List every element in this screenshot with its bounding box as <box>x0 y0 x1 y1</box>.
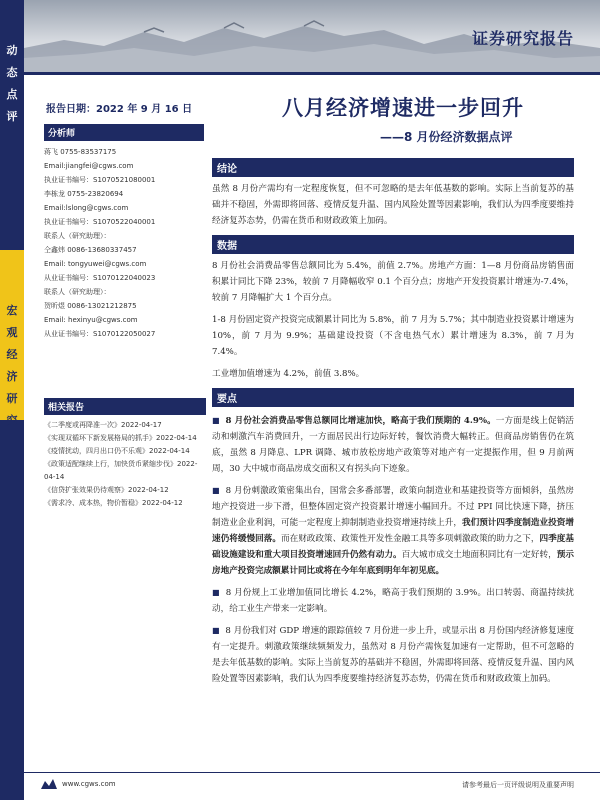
key-point-2-text-3: 百大城市成交土地面积同比有一定好转， <box>401 550 557 560</box>
related-report-link[interactable]: 《实现双循环下新发展格局的抓手》2022-04-14 <box>44 434 197 442</box>
conclusion-text: 虽然 8 月份产需均有一定程度恢复，但不可忽略的是去年低基数的影响。实际上当前复苏的基础并不稳固，外需即将回落、疫情反复升温、国内风险处置等因素影响，我们认为四季度要维持经济复苏态势，仍需在货币和财政政策上加码。 <box>212 184 574 226</box>
key-point-2-bold-3: 预示房地产投资完成额累计同比或将在今年年底到明年年初见底。 <box>212 550 574 576</box>
footer-disclaimer: 请参考最后一页评级说明及重要声明 <box>462 781 574 789</box>
related-reports-panel <box>44 398 206 510</box>
related-heading: 相关报告 <box>44 398 206 415</box>
key-point-4-text: 8 月份我们对 GDP 增速的跟踪值较 7 月份进一步上升，或显示出 8 月份国内经济修复速度有一定提升。刺激政策继续频频发力，虽然对 8 月份产需恢复加速有一定帮助，但不可忽略的是去年低基数的影响。实际上当前复苏的基础并不稳固，外需即将回落、疫情反复升温、国内风险处置等因素影响，我们认为四季度要维持经济复苏态势，仍需在货币和财政政策上加码。 <box>212 626 574 684</box>
related-report-link[interactable]: 《政策适配继续上行，加快货币紧缩步伐》2022-04-14 <box>44 460 198 481</box>
header-banner <box>24 0 600 72</box>
analyst-line: 联系人（研究助理）： <box>44 232 111 240</box>
related-report-link[interactable]: 《疫情扰动，四月出口仍不乐观》2022-04-14 <box>44 447 190 455</box>
bullet-square-icon: ■ <box>212 486 220 495</box>
header-divider <box>24 72 600 75</box>
key-point-2 <box>212 483 574 579</box>
analyst-line: 从业证书编号：S1070122050027 <box>44 330 156 338</box>
banner-title: 证券研究报告 <box>471 29 574 48</box>
main-content <box>212 158 574 687</box>
bullet-square-icon: ■ <box>212 588 220 597</box>
data-paragraph: 1-8 月份固定资产投资完成额累计同比为 5.8%，前 7 月为 5.7%；其中制造业投资累计增速为 10%，前 7 月为 9.9%；基础建设投资（不含电热气水）累计增速为 8.3%，前 7 月为 7.4%。 <box>212 315 574 357</box>
key-point-2-bold-2: 四季度基础设施建设和重大项目投资增速回升仍然有动力。 <box>212 534 574 560</box>
analyst-line: 执业证书编号：S1070521080001 <box>44 176 156 184</box>
analyst-line: 从业证书编号：S1070122040023 <box>44 274 156 282</box>
key-point-4 <box>212 623 574 687</box>
footer-divider <box>24 772 600 773</box>
key-point-3 <box>212 585 574 617</box>
related-report-link[interactable]: 《需求冷、成本热，物价暂稳》2022-04-12 <box>44 499 183 507</box>
key-point-3-text: 8 月份规上工业增加值同比增长 4.2%，略高于我们预期的 3.9%。出口转弱、商温持续扰动，给工业生产带来一定影响。 <box>212 588 574 614</box>
report-title: 八月经济增速进一步回升 <box>282 95 524 120</box>
key-point-2-bold-1: 我们预计四季度制造业投资增速仍将缓慢回落。 <box>212 518 574 544</box>
bullet-square-icon: ■ <box>212 626 220 635</box>
analyst-line: 蒋飞 0755-83537175 <box>44 148 117 156</box>
key-point-2-text-2: 而在财政政策、政策性开发性金融工具等多项刺激政策的助力之下， <box>280 534 540 544</box>
section-heading-conclusion: 结论 <box>212 158 574 177</box>
analyst-panel <box>44 124 204 341</box>
analyst-line: 贺昕煜 0086-13021212875 <box>44 302 137 310</box>
analyst-line: 联系人（研究助理）： <box>44 288 111 296</box>
analyst-heading: 分析师 <box>44 124 204 141</box>
related-report-link[interactable]: 《信贷扩张效果仍待观察》2022-04-12 <box>44 486 169 494</box>
analyst-line: 仝鑫炜 0086-13680337457 <box>44 246 137 254</box>
key-point-1 <box>212 413 574 477</box>
side-label-middle: 宏观经济研究 <box>6 304 18 427</box>
analyst-line[interactable]: Email: hexinyu@cgws.com <box>44 316 138 324</box>
bullet-square-icon: ■ <box>212 416 220 425</box>
analyst-line[interactable]: Email:lslong@cgws.com <box>44 204 129 212</box>
key-point-1-text: 一方面是线上促销活动和刺激汽车消费回升，一方面居民出行边际好转，餐饮消费大幅转正。但商品房销售仍在筑底，虽然 8 月降息、LPR 调降、城市放松房地产政策等对地产有一定提振作用，但 9 月前两周，30 大中城市商品房成交面积又有拐头向下迹象。 <box>212 416 574 474</box>
analyst-line[interactable]: Email: tongyuwei@cgws.com <box>44 260 147 268</box>
side-label-top: 动态点评 <box>6 44 18 123</box>
section-heading-data: 数据 <box>212 235 574 254</box>
report-date: 报告日期：2022 年 9 月 16 日 <box>46 104 193 115</box>
data-paragraph: 工业增加值增速为 4.2%，前值 3.8%。 <box>212 369 365 379</box>
related-report-link[interactable]: 《二季度或再降准一次》2022-04-17 <box>44 421 162 429</box>
analyst-line[interactable]: Email:jiangfei@cgws.com <box>44 162 134 170</box>
analyst-line: 执业证书编号：S1070522040001 <box>44 218 156 226</box>
analyst-line: 李栋龙 0755-23820694 <box>44 190 124 198</box>
key-point-1-bold: 8 月份社会消费品零售总额同比增速加快，略高于我们预期的 4.9%。 <box>225 416 496 426</box>
footer-website-link[interactable]: www.cgws.com <box>62 780 116 788</box>
data-paragraph: 8 月份社会消费品零售总额同比为 5.4%，前值 2.7%。房地产方面：1—8 月份商品房销售面积累计同比下降 23%，较前 7 月降幅收窄 0.1 个百分点；房地产开发投资累计增速为-7.4%，较前 7 月降幅扩大 1 个百分点。 <box>212 261 574 303</box>
company-logo-icon <box>40 777 58 791</box>
report-subtitle: ——8 月份经济数据点评 <box>380 130 513 144</box>
key-point-2-text-1: 8 月份刺激政策密集出台，国常会多番部署，政策向制造业和基建投资等方面倾斜，虽然房地产投资进一步下滑，但整体固定资产投资累计增速小幅回升。不过 PPI 同比快速下降，挤压制造业企业利润，可能一定程度上抑制制造业投资增速持续上升， <box>212 486 575 528</box>
section-heading-key-points: 要点 <box>212 388 574 407</box>
